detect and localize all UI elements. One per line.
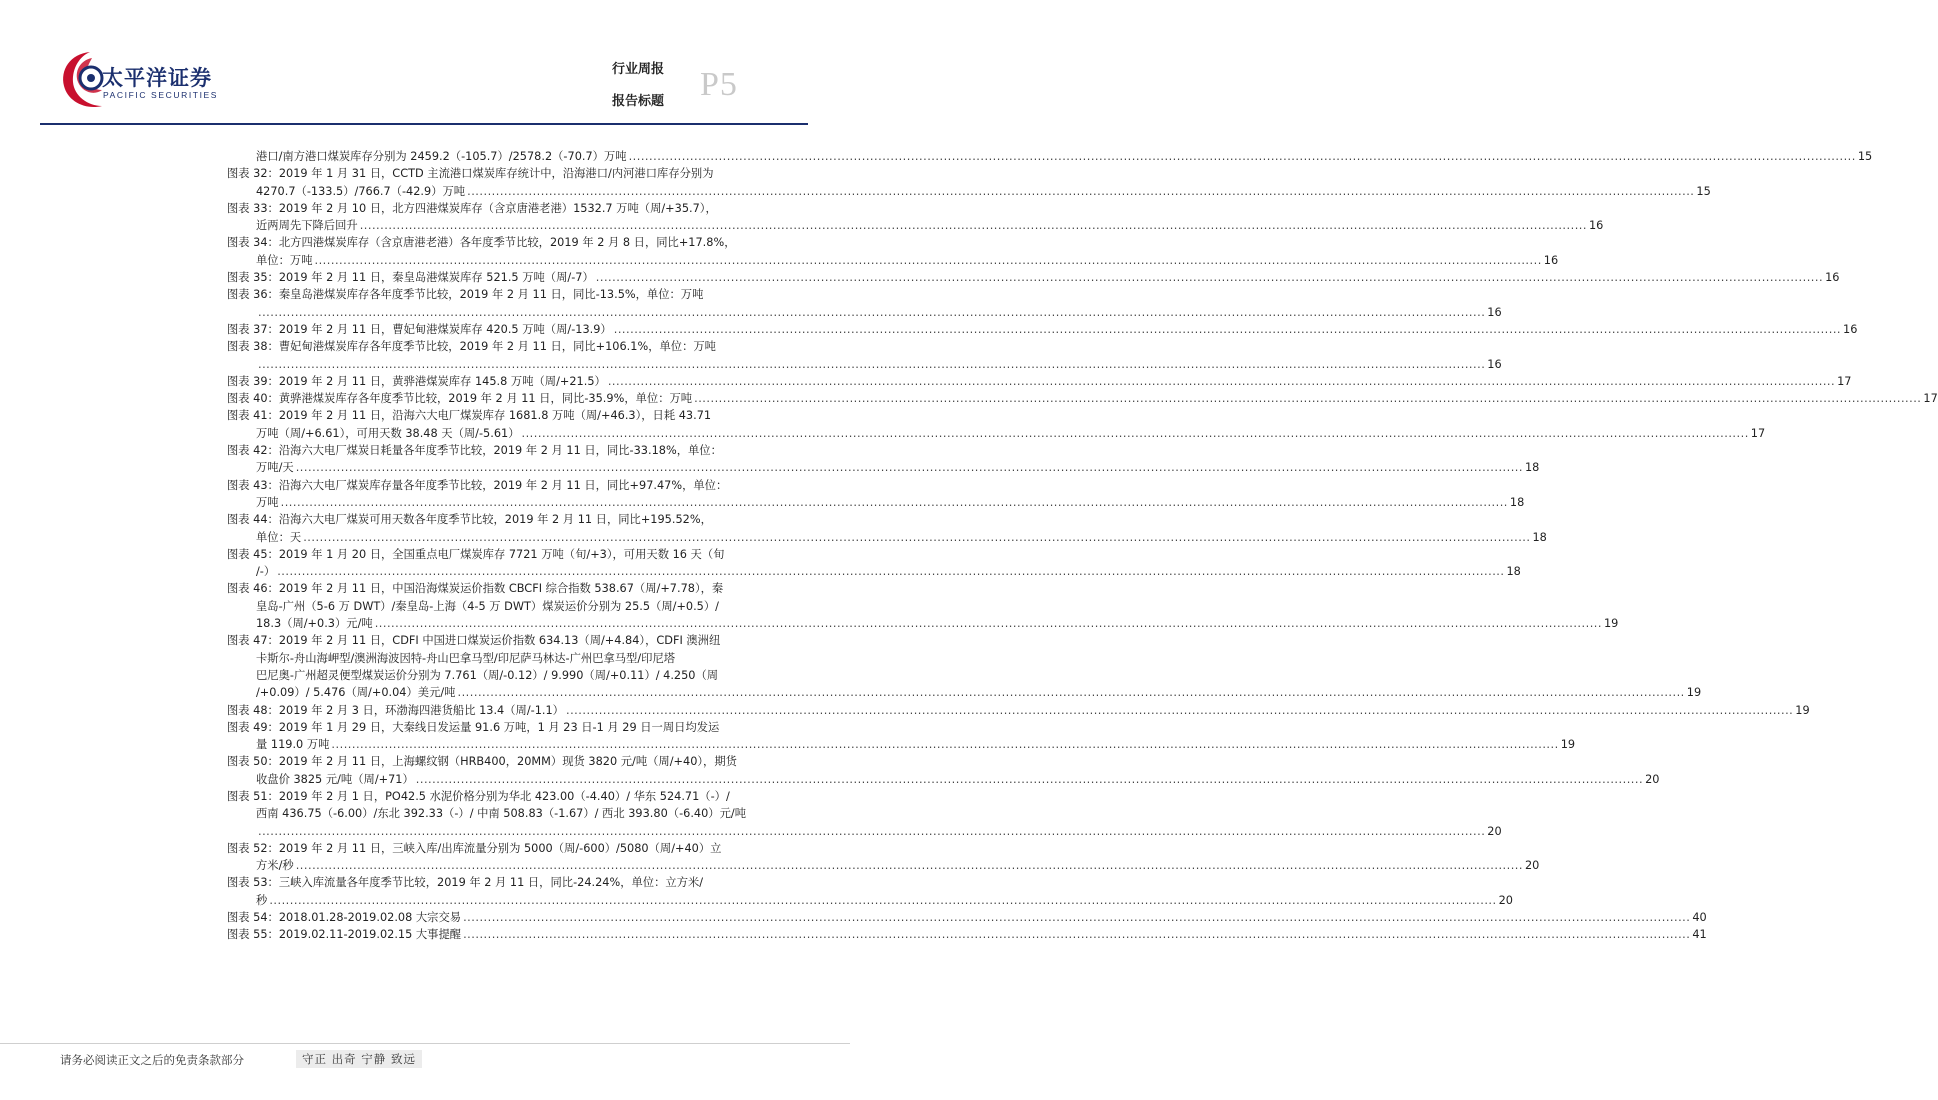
toc-entry[interactable]	[227, 926, 1707, 943]
toc-entry-text: 图表 45：2019 年 1 月 20 日，全国重点电厂煤炭库存 7721 万吨（旬/+3），可用天数 16 天（旬	[227, 547, 725, 561]
toc-entry[interactable]	[227, 909, 1707, 926]
dot-leader: ............................................................................................................................................................................................................................................................................................................	[314, 253, 1542, 267]
toc-entry-text: 18.3（周/+0.3）元/吨	[256, 617, 373, 631]
toc-entry-text: 万吨（周/+6.61），可用天数 38.48 天（周/-5.61）	[256, 426, 520, 440]
toc-page-number: 16	[1543, 253, 1559, 267]
toc-entry[interactable]	[227, 338, 1502, 373]
toc-entry-text: 图表 48：2019 年 2 月 3 日，环渤海四港货船比 13.4（周/-1.1）	[227, 703, 564, 717]
toc-entry-text: 4270.7（-133.5）/766.7（-42.9）万吨	[256, 184, 466, 198]
dot-leader: ............................................................................................................................................................................................................................................................................................................	[331, 738, 1559, 752]
toc-page-number: 16	[1843, 322, 1858, 336]
toc-entry-text: 图表 49：2019 年 1 月 29 日，大秦线日发运量 91.6 万吨，1 月 23 日-1 月 29 日一周日均发运	[227, 720, 720, 734]
toc-page-number: 15	[1696, 184, 1711, 198]
toc-entry-text: 图表 39：2019 年 2 月 11 日，黄骅港煤炭库存 145.8 万吨（周/+21.5）	[227, 374, 606, 388]
toc-entry[interactable]	[227, 234, 1559, 269]
toc-page-number: 18	[1506, 565, 1521, 579]
toc-entry-text: 图表 32：2019 年 1 月 31 日，CCTD 主流港口煤炭库存统计中，沿海港口/内河港口库存分别为	[227, 167, 714, 181]
toc-entry[interactable]	[227, 200, 1604, 235]
toc-entry[interactable]	[227, 390, 1938, 407]
toc-entry[interactable]	[227, 546, 1521, 581]
toc-entry-text: 图表 35：2019 年 2 月 11 日，秦皇岛港煤炭库存 521.5 万吨（周/-7）	[227, 271, 594, 285]
brand-name-en: PACIFIC SECURITIES	[103, 90, 219, 100]
toc-page-number: 16	[1825, 271, 1840, 285]
toc-entry-text: 西南 436.75（-6.00）/东北 392.33（-）/ 中南 508.83（-1.67）/ 西北 393.80（-6.40）元/吨	[256, 807, 746, 821]
dot-leader: ............................................................................................................................................................................................................................................................................................................	[415, 772, 1644, 786]
toc-entry[interactable]	[227, 407, 1766, 442]
toc-entry-text: 万吨	[256, 495, 279, 509]
toc-page-number: 16	[1487, 357, 1502, 371]
toc-entry-text: 图表 43：沿海六大电厂煤炭库存量各年度季节比较，2019 年 2 月 11 日，同比+97.47%，单位：	[227, 478, 728, 492]
toc-entry-text: 卡斯尔-舟山海岬型/澳洲海波因特-舟山巴拿马型/印尼萨马林达-广州巴拿马型/印尼塔	[256, 651, 676, 665]
toc-entry-text: 量 119.0 万吨	[256, 738, 330, 752]
toc-entry[interactable]	[227, 442, 1540, 477]
toc-page-number: 16	[1588, 219, 1604, 233]
toc-entry-text: 图表 53：三峡入库流量各年度季节比较，2019 年 2 月 11 日，同比-24.24%，单位：立方米/	[227, 876, 704, 890]
toc-entry[interactable]	[227, 702, 1810, 719]
toc-entry-text: 收盘价 3825 元/吨（周/+71）	[256, 772, 414, 786]
toc-entry-text: 图表 55：2019.02.11-2019.02.15 大事提醒	[227, 928, 462, 942]
toc-entry-text: 图表 50：2019 年 2 月 11 日，上海螺纹钢（HRB400，20MM）现货 3820 元/吨（周/+40），期货	[227, 755, 737, 769]
toc-page-number: 19	[1795, 703, 1810, 717]
toc-entry[interactable]	[227, 165, 1711, 200]
toc-entry-text: 秒	[256, 893, 268, 907]
toc-entry-text: 图表 37：2019 年 2 月 11 日，曹妃甸港煤炭库存 420.5 万吨（周/-13.9）	[227, 322, 612, 336]
dot-leader: ............................................................................................................................................................................................................................................................................................................	[463, 911, 1691, 925]
toc-entry-text: 图表 54：2018.01.28-2019.02.08 大宗交易	[227, 911, 462, 925]
toc-entry-text: 图表 38：曹妃甸港煤炭库存各年度季节比较，2019 年 2 月 11 日，同比+106.1%，单位：万吨	[227, 340, 716, 354]
toc-entry-text: /+0.09）/ 5.476（周/+0.04）美元/吨	[256, 686, 456, 700]
toc-entry-text: 图表 52：2019 年 2 月 11 日，三峡入库/出库流量分别为 5000（周/-600）/5080（周/+40）立	[227, 841, 722, 855]
toc-entry[interactable]	[227, 788, 1502, 840]
toc-page-number: 17	[1750, 426, 1766, 440]
toc-entry-text: 图表 51：2019 年 2 月 1 日，PO42.5 水泥价格分别为华北 423.00（-4.40）/ 华东 524.71（-）/	[227, 789, 730, 803]
toc-page-number: 17	[1923, 392, 1938, 406]
toc-page-number: 18	[1525, 461, 1540, 475]
dot-leader: ............................................................................................................................................................................................................................................................................................................	[521, 426, 1749, 440]
footer-disclaimer: 请务必阅读正文之后的免责条款部分	[60, 1053, 244, 1067]
footer-motto: 守正 出奇 宁静 致远	[296, 1050, 422, 1068]
toc-entry[interactable]	[227, 477, 1525, 512]
dot-leader: ............................................................................................................................................................................................................................................................................................................	[463, 928, 1691, 942]
dot-leader: ............................................................................................................................................................................................................................................................................................................	[295, 859, 1523, 873]
toc-page-number: 20	[1498, 893, 1513, 907]
toc-page-number: 18	[1532, 530, 1547, 544]
footer-divider	[0, 1043, 850, 1044]
dot-leader: ............................................................................................................................................................................................................................................................................................................	[258, 824, 1486, 838]
toc-page-number: 20	[1525, 859, 1540, 873]
toc-entry-text: 图表 34：北方四港煤炭库存（含京唐港老港）各年度季节比较，2019 年 2 月 8 日，同比+17.8%，	[227, 236, 736, 250]
toc-entry-text: 图表 44：沿海六大电厂煤炭可用天数各年度季节比较，2019 年 2 月 11 日，同比+195.52%，	[227, 513, 712, 527]
toc-entry[interactable]	[227, 269, 1840, 286]
toc-entry[interactable]	[227, 148, 1873, 165]
dot-leader: ............................................................................................................................................................................................................................................................................................................	[295, 461, 1523, 475]
toc-entry-text: 图表 46：2019 年 2 月 11 日，中国沿海煤炭运价指数 CBCFI 综合指数 538.67（周/+7.78），秦	[227, 582, 724, 596]
toc-entry-text: 方米/秒	[256, 859, 294, 873]
toc-page-number: 18	[1509, 495, 1525, 509]
toc-page-number: 15	[1857, 150, 1873, 163]
brand-name-cn: 太平洋证券	[102, 66, 212, 90]
toc-entry-text: 近两周先下降后回升	[256, 219, 358, 233]
page-number: P5	[700, 66, 738, 103]
toc-page-number: 20	[1487, 824, 1502, 838]
dot-leader: ............................................................................................................................................................................................................................................................................................................	[607, 374, 1836, 388]
figure-index-list	[227, 148, 1938, 944]
toc-entry-text: 图表 41：2019 年 2 月 11 日，沿海六大电厂煤炭库存 1681.8 万吨（周/+46.3），日耗 43.71	[227, 409, 712, 423]
report-category: 行业周报	[612, 62, 665, 77]
toc-page-number: 41	[1692, 928, 1707, 942]
dot-leader: ............................................................................................................................................................................................................................................................................................................	[565, 703, 1794, 717]
toc-entry-text: /-）	[256, 565, 276, 579]
toc-page-number: 19	[1686, 686, 1702, 700]
toc-entry-text: 图表 40：黄骅港煤炭库存各年度季节比较，2019 年 2 月 11 日，同比-35.9%，单位：万吨	[227, 392, 693, 406]
report-title: 报告标题	[612, 94, 665, 109]
toc-entry[interactable]	[227, 286, 1502, 321]
toc-entry[interactable]	[227, 874, 1513, 909]
toc-page-number: 19	[1560, 738, 1576, 752]
toc-entry[interactable]	[227, 719, 1576, 754]
toc-page-number: 20	[1645, 772, 1660, 786]
dot-leader: ............................................................................................................................................................................................................................................................................................................	[303, 530, 1531, 544]
toc-entry-text: 皇岛-广州（5-6 万 DWT）/秦皇岛-上海（4-5 万 DWT）煤炭运价分别为 25.5（周/+0.5）/	[256, 599, 719, 613]
toc-page-number: 17	[1837, 374, 1852, 388]
header-divider	[40, 123, 808, 125]
dot-leader: ............................................................................................................................................................................................................................................................................................................	[613, 322, 1842, 336]
toc-entry-text: 单位：天	[256, 530, 302, 544]
dot-leader: ............................................................................................................................................................................................................................................................................................................	[457, 686, 1685, 700]
dot-leader: ............................................................................................................................................................................................................................................................................................................	[258, 305, 1486, 319]
dot-leader: ............................................................................................................................................................................................................................................................................................................	[277, 565, 1505, 579]
toc-entry-text: 图表 33：2019 年 2 月 10 日，北方四港煤炭库存（含京唐港老港）1532.7 万吨（周/+35.7），	[227, 201, 717, 215]
dot-leader: ............................................................................................................................................................................................................................................................................................................	[628, 150, 1856, 163]
toc-page-number: 19	[1603, 617, 1619, 631]
dot-leader: ............................................................................................................................................................................................................................................................................................................	[595, 271, 1824, 285]
toc-entry[interactable]	[227, 632, 1702, 701]
toc-entry[interactable]	[227, 753, 1660, 788]
toc-entry[interactable]	[227, 373, 1852, 390]
toc-entry-text: 图表 47：2019 年 2 月 11 日，CDFI 中国进口煤炭运价指数 634.13（周/+4.84），CDFI 澳洲纽	[227, 634, 721, 648]
dot-leader: ............................................................................................................................................................................................................................................................................................................	[374, 617, 1602, 631]
toc-entry-text: 图表 42：沿海六大电厂煤炭日耗量各年度季节比较，2019 年 2 月 11 日，同比-33.18%，单位：	[227, 444, 722, 458]
toc-entry[interactable]	[227, 580, 1619, 632]
toc-entry[interactable]	[227, 840, 1540, 875]
toc-entry[interactable]	[227, 511, 1547, 546]
toc-entry-text: 单位：万吨	[256, 253, 313, 267]
dot-leader: ............................................................................................................................................................................................................................................................................................................	[467, 184, 1695, 198]
toc-entry[interactable]	[227, 321, 1858, 338]
toc-entry-text: 港口/南方港口煤炭库存分别为 2459.2（-105.7）/2578.2（-70.7）万吨	[256, 150, 627, 163]
toc-page-number: 16	[1487, 305, 1502, 319]
dot-leader: ............................................................................................................................................................................................................................................................................................................	[359, 219, 1587, 233]
dot-leader: ............................................................................................................................................................................................................................................................................................................	[269, 893, 1497, 907]
toc-entry-text: 巴尼奥-广州超灵便型煤炭运价分别为 7.761（周/-0.12）/ 9.990（周/+0.11）/ 4.250（周	[256, 668, 719, 682]
toc-entry-text: 图表 36：秦皇岛港煤炭库存各年度季节比较，2019 年 2 月 11 日，同比-13.5%，单位：万吨	[227, 288, 704, 302]
dot-leader: ............................................................................................................................................................................................................................................................................................................	[694, 392, 1922, 406]
toc-entry-text: 万吨/天	[256, 461, 294, 475]
toc-page-number: 40	[1692, 911, 1707, 925]
dot-leader: ............................................................................................................................................................................................................................................................................................................	[280, 495, 1508, 509]
dot-leader: ............................................................................................................................................................................................................................................................................................................	[258, 357, 1486, 371]
